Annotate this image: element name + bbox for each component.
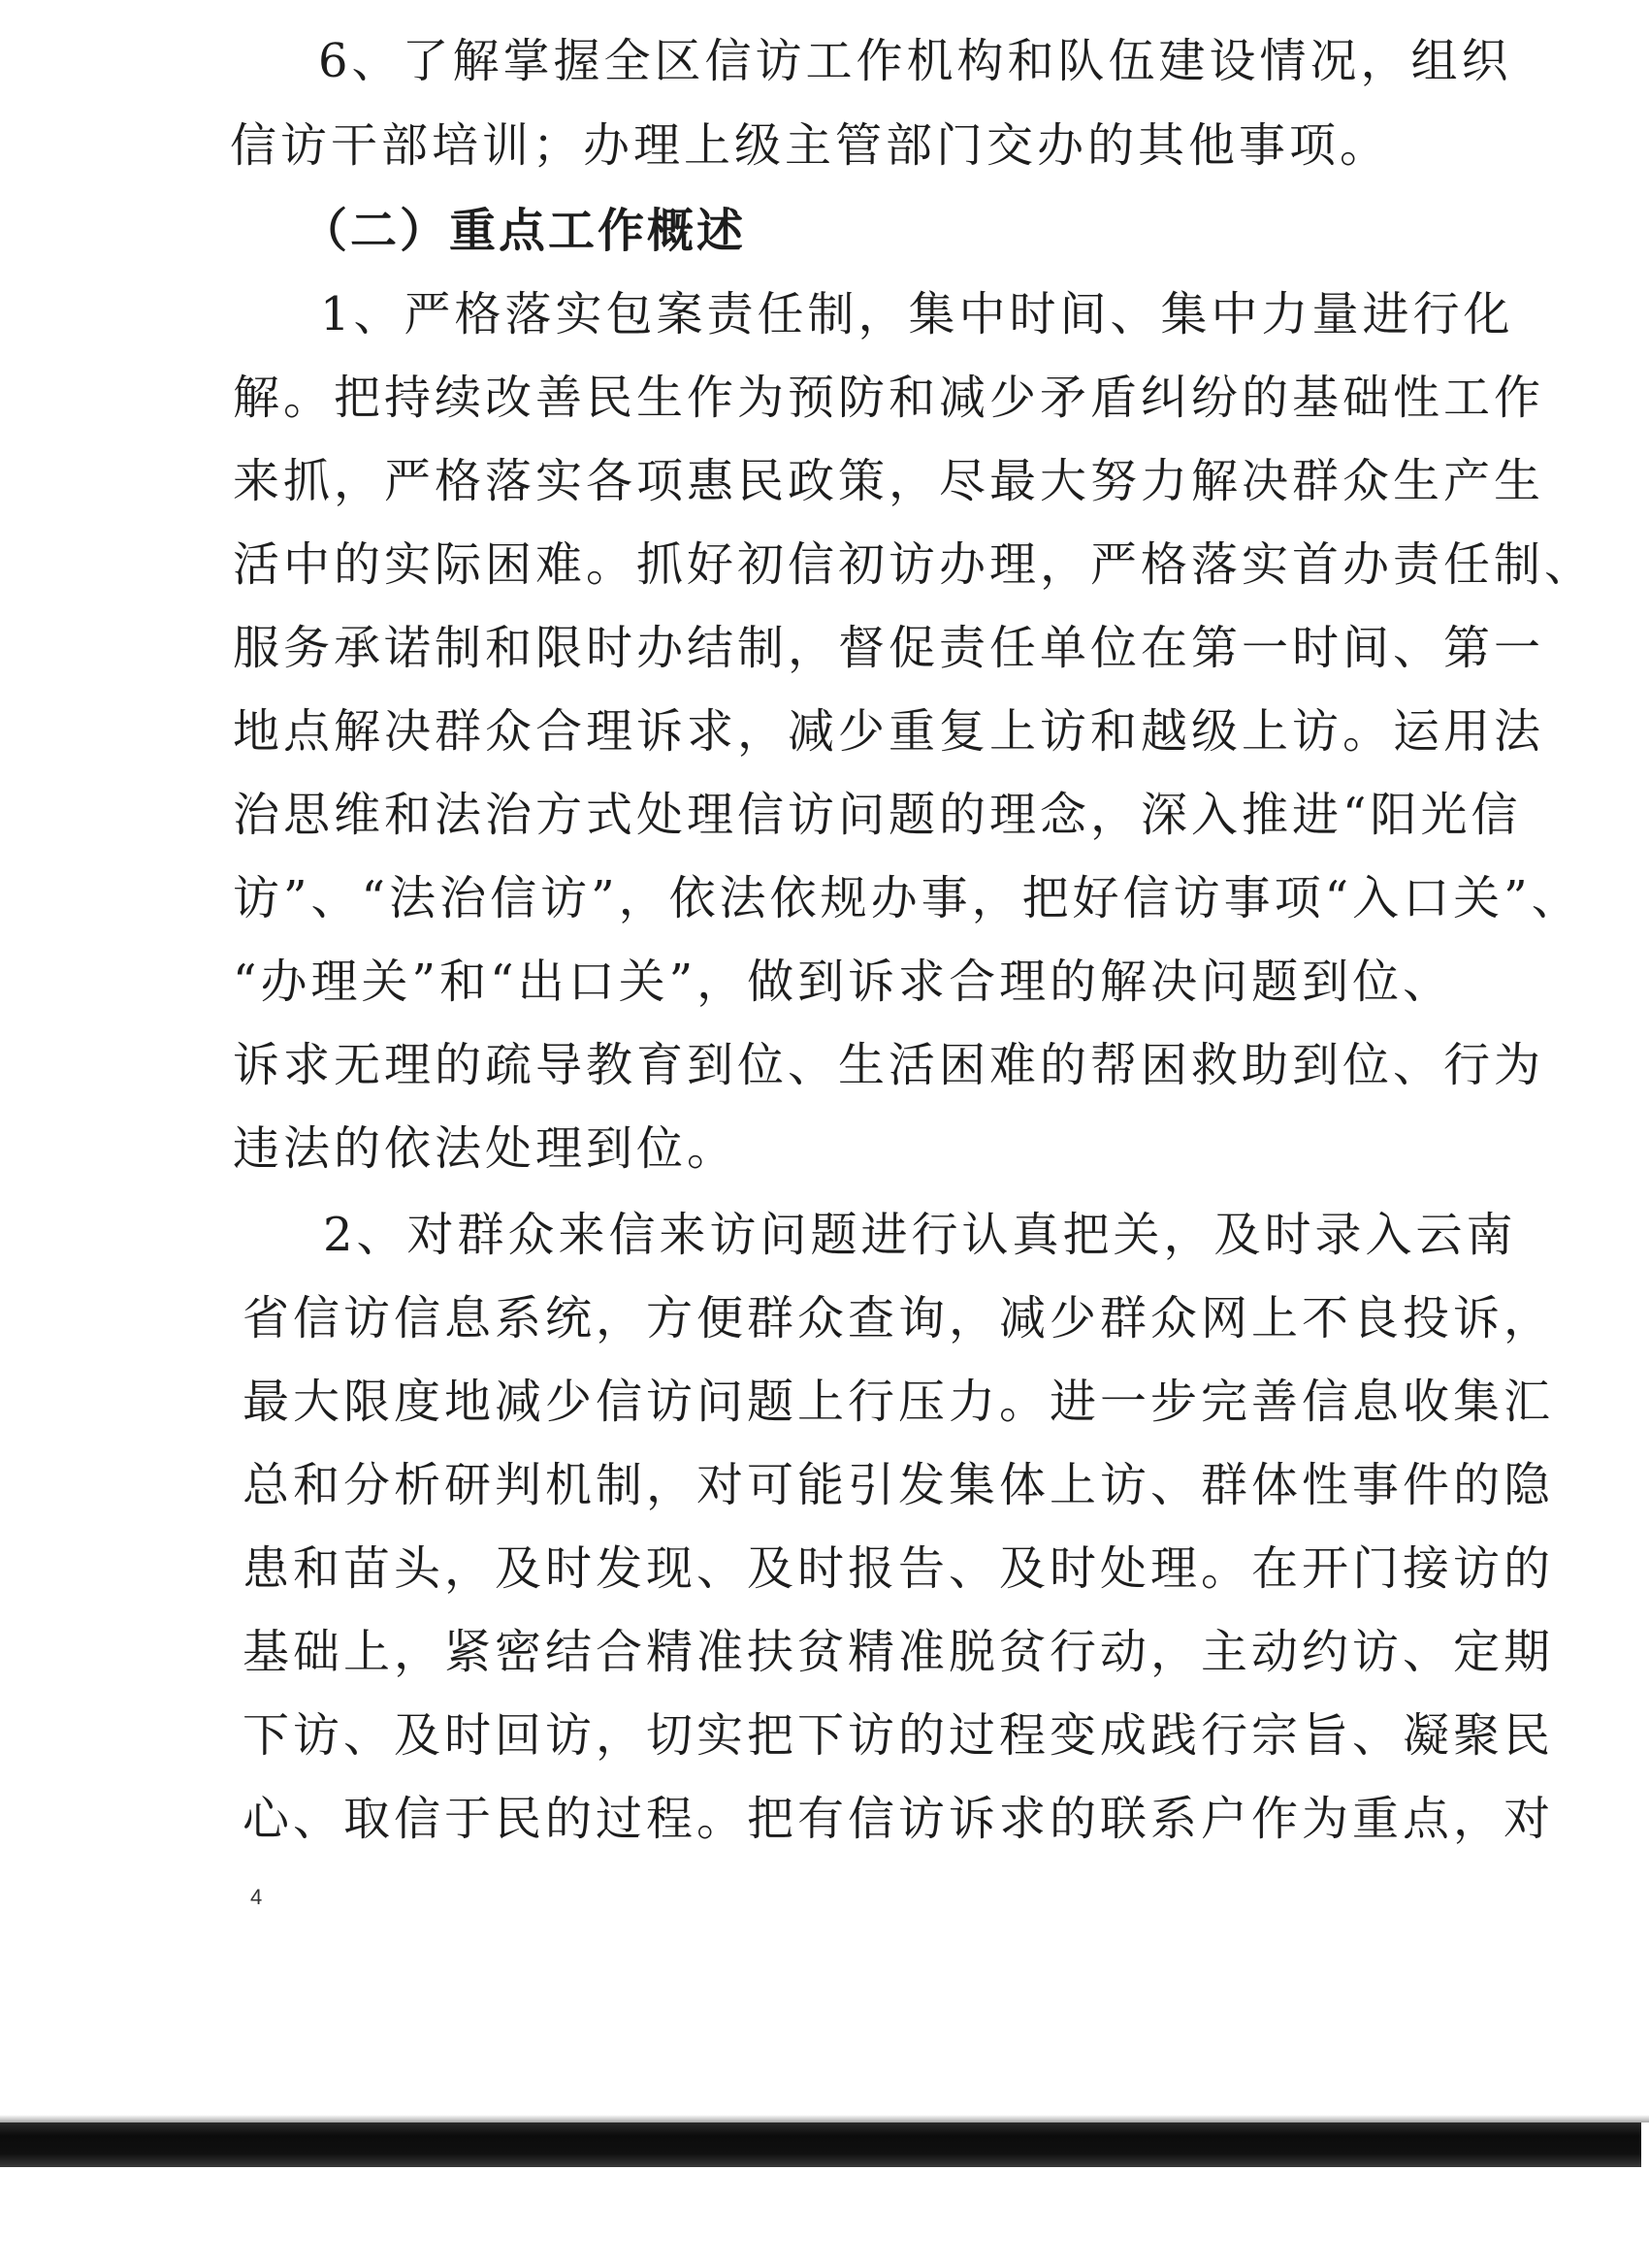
body-text-line: 患和苗头，及时发现、及时报告、及时处理。在开门接访的 [242, 1541, 1555, 1596]
page-number: 4 [250, 1885, 263, 1909]
scan-edge-band [0, 2122, 1649, 2167]
section-heading: （二）重点工作概述 [301, 204, 747, 258]
body-text-line: 最大限度地减少信访问题上行压力。进一步完善信息收集汇 [242, 1375, 1555, 1429]
body-text-line: 基础上，紧密结合精准扶贫精准脱贫行动，主动约访、定期 [242, 1625, 1555, 1679]
body-text-line: 服务承诺制和限时办结制，督促责任单位在第一时间、第一 [233, 621, 1545, 675]
body-text-line: 信访干部培训；办理上级主管部门交办的其他事项。 [230, 118, 1391, 173]
body-text-line: 解。把持续改善民生作为预防和减少矛盾纠纷的基础性工作 [233, 371, 1545, 425]
body-text-line: 1、严格落实包案责任制，集中时间、集中力量进行化 [320, 287, 1514, 341]
scan-shadow [0, 2115, 1649, 2122]
body-text-line: 2、对群众来信来访问题进行认真把关，及时录入云南 [323, 1208, 1517, 1262]
body-text-line: “办理关”和“出口关”，做到诉求合理的解决问题到位、 [233, 955, 1454, 1009]
body-text-line: 访”、“法治信访”，依法依规办事，把好信访事项“入口关”、 [233, 871, 1582, 925]
body-text-line: 6、了解掌握全区信访工作机构和队伍建设情况，组织 [318, 34, 1512, 88]
body-text-line: 下访、及时回访，切实把下访的过程变成践行宗旨、凝聚民 [242, 1708, 1555, 1763]
body-text-line: 心、取信于民的过程。把有信访诉求的联系户作为重点，对 [242, 1792, 1555, 1846]
body-text-line: 总和分析研判机制，对可能引发集体上访、群体性事件的隐 [242, 1458, 1555, 1512]
body-text-line: 诉求无理的疏导教育到位、生活困难的帮困救助到位、行为 [233, 1038, 1545, 1092]
body-text-line: 治思维和法治方式处理信访问题的理念，深入推进“阳光信 [233, 788, 1522, 842]
body-text-line: 省信访信息系统，方便群众查询，减少群众网上不良投诉， [242, 1291, 1555, 1345]
scan-band-gap [1641, 2122, 1649, 2167]
body-text-line: 地点解决群众合理诉求，减少重复上访和越级上访。运用法 [233, 704, 1545, 759]
body-text-line: 违法的依法处理到位。 [233, 1121, 738, 1176]
body-text-line: 活中的实际困难。抓好初信初访办理，严格落实首办责任制、 [233, 537, 1596, 592]
body-text-line: 来抓，严格落实各项惠民政策，尽最大努力解决群众生产生 [233, 454, 1545, 508]
